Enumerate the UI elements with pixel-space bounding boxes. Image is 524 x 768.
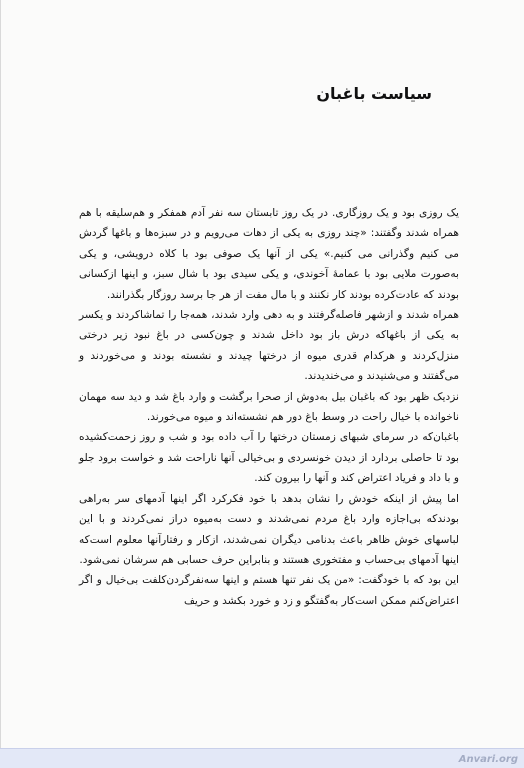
paragraph-5: اما پیش از اینکه خودش را نشان بدهد با خود فکرکرد اگر اینها آدمهای سر به‌راهی بودندکه بی‌اجازه وارد باغ مردم نمی‌شدند و دست به‌میوه دراز نمی‌کردند و با این لباسهای خوش ظاهر باعث بدنامی دیگران نمی‌شدند، ازکار و رفتارآنها معلوم است‌که اینها آدمهای بی‌حساب و مفتخوری هستند و بنابراین حرف حسابی هم سرشان نمی‌شود. xyxy=(79,492,459,566)
site-watermark: Anvari.org xyxy=(458,754,518,765)
paragraph-4: باغبان‌که در سرمای شبهای زمستان درختها را آب داده بود و شب و روز زحمت‌کشیده بود تا حاصلی بردارد از دیدن خونسردی و بی‌خیالی آنها ناراحت شد و خواست برود جلو و با داد و فریاد اعتراض کند و آنها را بیرون کند. xyxy=(79,431,459,485)
body-text xyxy=(79,203,459,611)
footer-bar xyxy=(0,748,524,768)
paragraph-1: یک روزی بود و یک روزگاری. در یک روز تابستان سه نفر آدم همفکر و هم‌سلیقه با هم همراه شدند وگفتند: «چند روزی به یکی از دهات می‌رویم و در سبزه‌ها و باغها گردش می کنیم وگذرانی می کنیم.» یکی از آنها یک صوفی بود با کلاه درویشی، و یکی به‌صورت ملایی بود با عمامهٔ آخوندی، و یکی سیدی بود با شال سبز، و اینها ازکسانی بودند که عادت‌کرده بودند کار نکنند و با مال مفت از هر جا برسد روزگار بگذرانند. xyxy=(79,207,459,301)
chapter-title: سیاست باغبان xyxy=(316,84,432,103)
paragraph-2: همراه شدند و ازشهر فاصله‌گرفتند و به دهی وارد شدند، همه‌جا را تماشاکردند و یکسر به یکی از باغهاکه درش باز بود داخل شدند و چون‌کسی در باغ نبود زیر درختی منزل‌کردند و هرکدام قدری میوه از درختها چیدند و نشسته بودند و می‌خوردند و می‌گفتند و می‌شنیدند و می‌خندیدند. xyxy=(79,309,459,383)
paragraph-6: این بود که با خودگفت: «من یک نفر تنها هستم و اینها سه‌نفرگردن‌کلفت بی‌خیال و اگر اعتراض‌کنم ممکن است‌کار به‌گفتگو و زد و خورد بکشد و حریف xyxy=(79,574,459,607)
paragraph-3: نزدیک ظهر بود که باغبان بیل به‌دوش از صحرا برگشت و وارد باغ شد و دید سه مهمان ناخوانده با خیال راحت در وسط باغ دور هم نشسته‌اند و میوه می‌خورند. xyxy=(79,390,459,424)
